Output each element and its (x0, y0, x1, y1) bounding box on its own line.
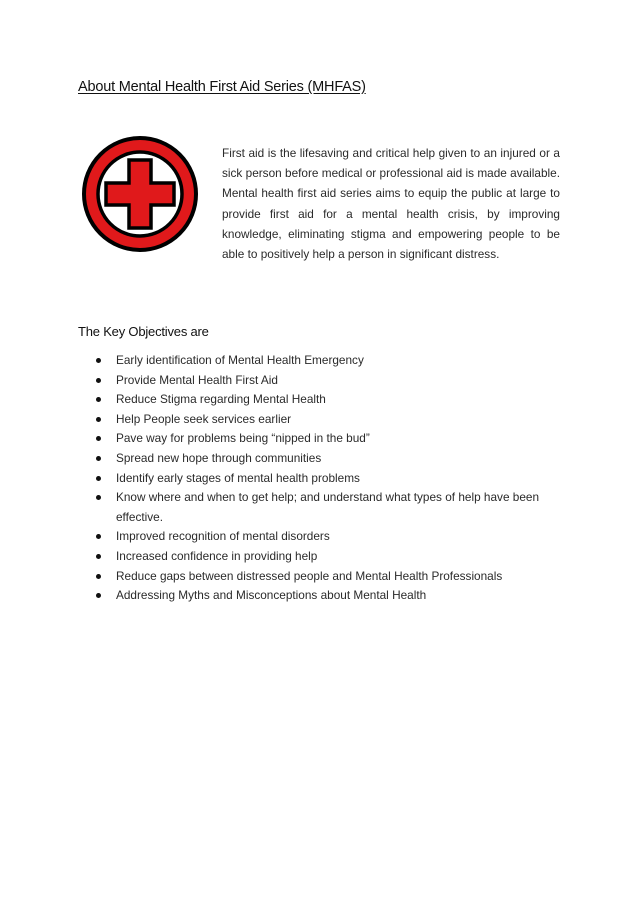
page-title: About Mental Health First Aid Series (MHFAS) (78, 79, 366, 95)
list-item: Provide Mental Health First Aid (94, 371, 560, 391)
list-item: Improved recognition of mental disorders (94, 527, 560, 547)
list-item: Early identification of Mental Health Emergency (94, 351, 560, 371)
objectives-list (94, 351, 560, 606)
list-item: Addressing Myths and Misconceptions about Mental Health (94, 586, 560, 606)
list-item: Help People seek services earlier (94, 410, 560, 430)
list-item: Pave way for problems being “nipped in the bud” (94, 429, 560, 449)
red-cross-circle-icon (80, 134, 200, 254)
list-item: Reduce gaps between distressed people and Mental Health Professionals (94, 567, 560, 587)
list-item: Identify early stages of mental health problems (94, 469, 560, 489)
objectives-heading: The Key Objectives are (78, 324, 209, 339)
red-cross-circle-icon-graphic (80, 134, 200, 254)
list-item: Know where and when to get help; and understand what types of help have been effective. (94, 488, 560, 527)
list-item: Spread new hope through communities (94, 449, 560, 469)
intro-paragraph: First aid is the lifesaving and critical help given to an injured or a sick person before medical or professional aid is made available. Mental health first aid series aims to equip the public at large to provide first aid for a mental health crisis, by improving knowledge, eliminating stigma and empowering people to be able to positively help a person in significant distress. (222, 146, 560, 262)
list-item: Reduce Stigma regarding Mental Health (94, 390, 560, 410)
list-item: Increased confidence in providing help (94, 547, 560, 567)
